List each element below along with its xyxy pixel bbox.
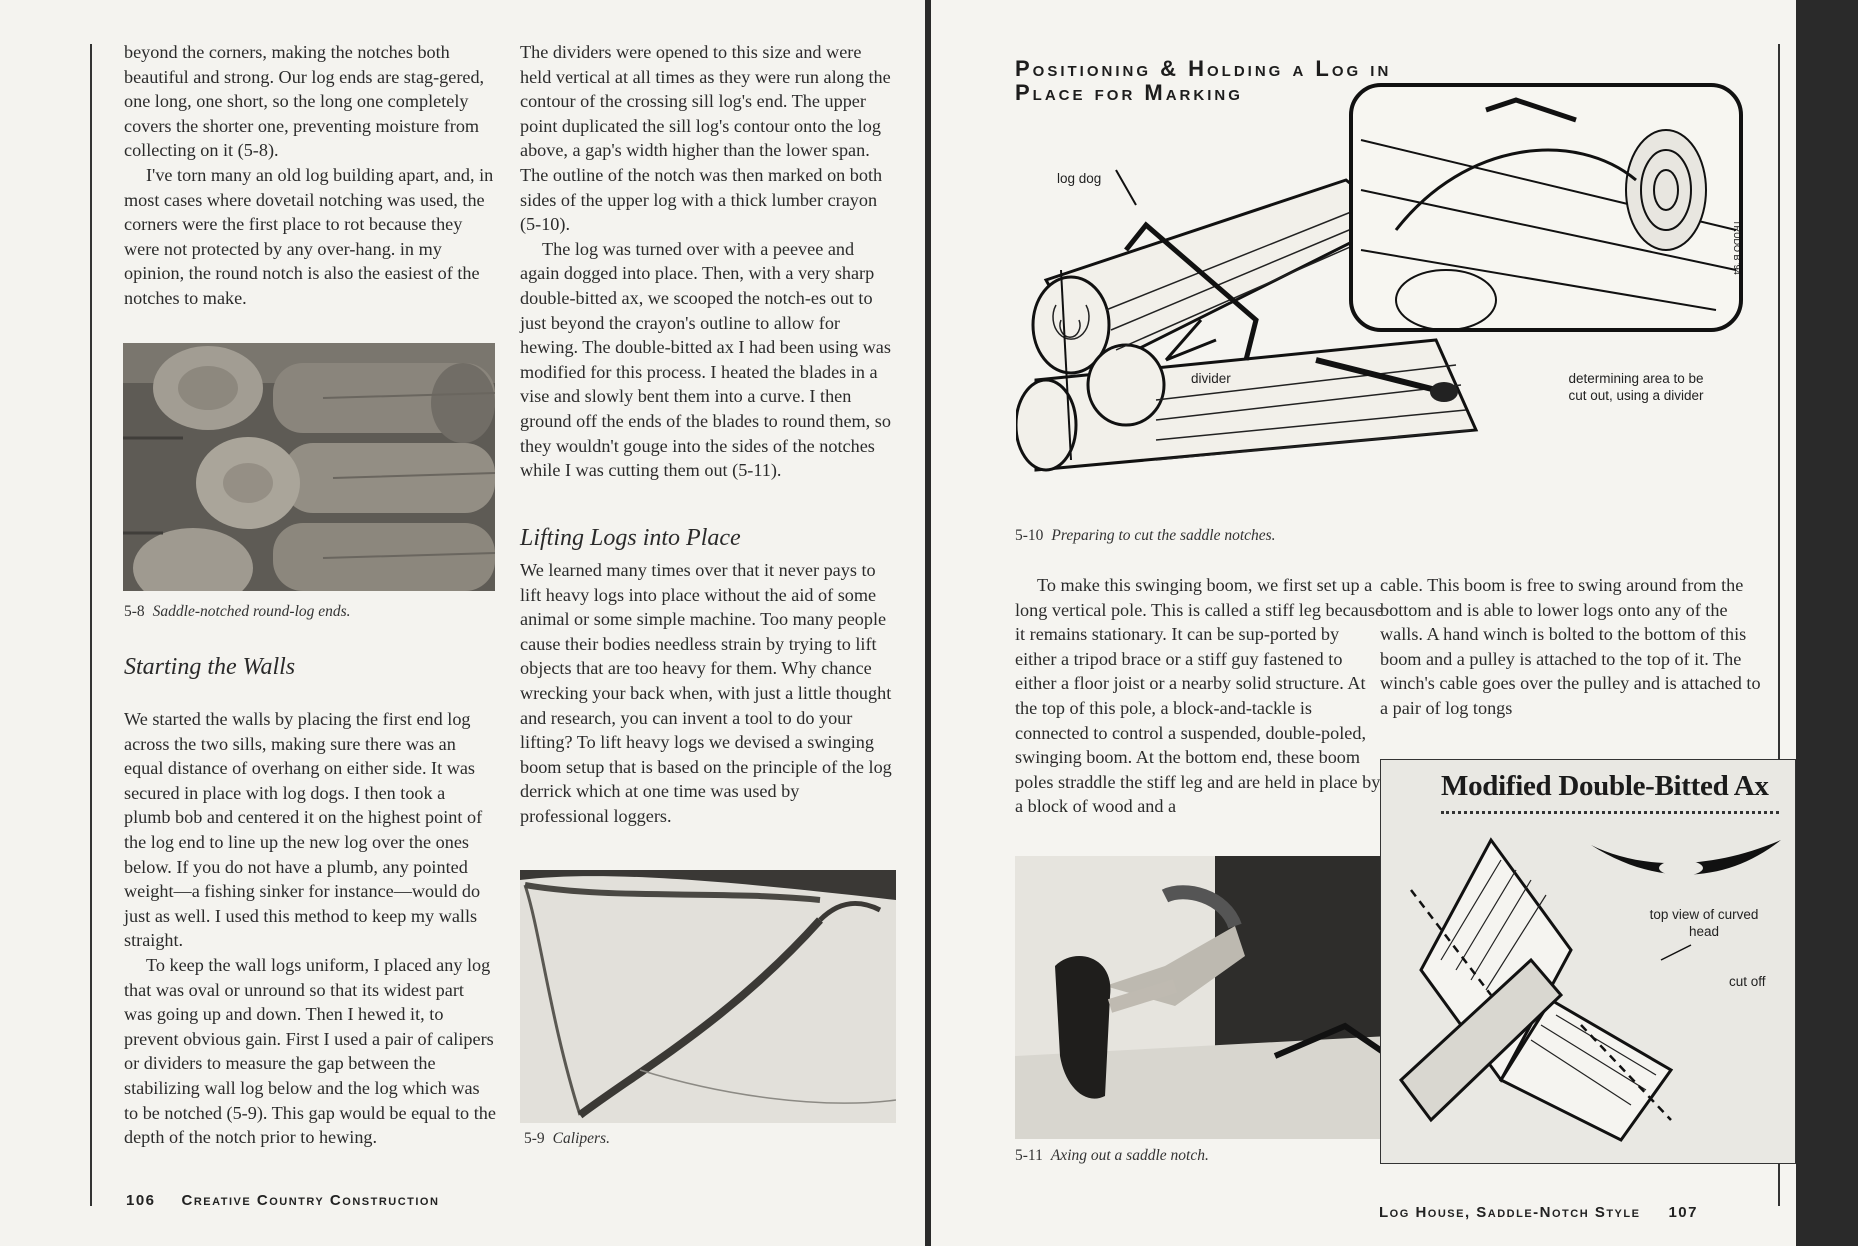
figure-number: 5-8	[124, 603, 145, 620]
label-determining-area: determining area to be cut out, using a divider	[1568, 371, 1704, 403]
photo-saddle-notched-log-ends	[123, 343, 495, 591]
figure-5-8-caption	[124, 603, 351, 621]
page-number: 106	[126, 1192, 156, 1209]
left-page	[0, 0, 925, 1246]
photo-saddle-notched-log-ends-image	[123, 343, 495, 591]
paragraph: To make this swinging boom, we first set up a long vertical pole. This is called a stiff leg because it remains stationary. It can be sup-ported by either a tripod brace or a stiff guy fastened to either a floor joist or a nearby solid structure. At the top of this pole, a block-and-tackle is connected to control a suspended, double-poled, swinging boom. At the bottom end, these boom poles straddle the stiff leg and are held in place by a block of wood and a	[1015, 575, 1384, 817]
paragraph: We started the walls by placing the first end log across the two sills, making sure there was an equal distance of overhang on either side. It was secured in place with log dogs. I then took a plumb bob and centered it on the highest point of the log end to line up the new log over the ones below. If you do not have a plumb, any pointed weight—a fishing sinker for instance—would do just as well. I used this method to keep my walls straight.	[124, 709, 483, 951]
caption-text: Calipers.	[552, 1130, 610, 1147]
ax-drawing	[1381, 820, 1796, 1160]
figure-5-11-caption	[1015, 1147, 1209, 1165]
left-column-2-lower	[520, 558, 892, 829]
figure-number: 5-9	[524, 1130, 545, 1147]
paragraph: beyond the corners, making the notches both beautiful and strong. Our log ends are stag-gered, one long, one short, so the long one completely covers the shorter one, preventing moisture from collecting on it (5-8).	[124, 42, 485, 161]
artist-signature: TRUDO B '94	[1732, 220, 1742, 275]
photo-calipers	[520, 870, 896, 1123]
heading-starting-the-walls: Starting the Walls	[124, 654, 296, 680]
figure-title: Positioning & Holding a Log in Place for Marking	[1015, 56, 1392, 105]
right-page	[931, 0, 1796, 1246]
figure-5-10-caption	[1015, 527, 1276, 545]
photo-axing-saddle-notch	[1015, 856, 1389, 1139]
paragraph: We learned many times over that it never pays to lift heavy logs into place without the aid of some animal or some simple machine. Too many people cause their bodies needless strain by trying to lift objects that are too heavy for them. Why chance wrecking your back when, with just a little thought and research, you can invent a tool to do your lifting? To lift heavy logs we devised a swinging boom setup that is based on the principle of the log derrick which at one time was used by professional loggers.	[520, 560, 892, 826]
photo-axing-saddle-notch-image	[1015, 856, 1389, 1139]
caption-text: Preparing to cut the saddle notches.	[1051, 527, 1276, 544]
label-log-dog: log dog	[1057, 171, 1102, 186]
caption-text: Axing out a saddle notch.	[1050, 1147, 1209, 1164]
paragraph: To keep the wall logs uniform, I placed any log that was oval or unround so that its widest part was going up and down. Then I hewed it, to prevent obvious gain. First I used a pair of calipers or dividers to measure the gap between the stabilizing wall log below and the log which was to be notched (5-9). This gap would be equal to the depth of the notch prior to hewing.	[124, 954, 496, 1148]
label-top-view: top view of curved head	[1649, 907, 1759, 939]
figure-5-9-caption	[524, 1130, 610, 1148]
right-footer	[1379, 1204, 1698, 1221]
left-margin-rule	[90, 44, 92, 1206]
log-dog-pointer	[1116, 170, 1136, 205]
label-cut-off: cut off	[1729, 974, 1766, 989]
cut-off-pointer	[1661, 945, 1691, 960]
left-column-2	[520, 40, 892, 483]
left-footer	[126, 1192, 439, 1209]
left-column-1	[124, 40, 494, 311]
paragraph: cable. This boom is free to swing around from the bottom and is able to lower logs onto any of the walls. A hand winch is bolted to the bottom of this boom and a pulley is attached to the top of it. The winch's cable goes over the pulley and is attached to a pair of log tongs	[1380, 575, 1761, 718]
figure-number: 5-11	[1015, 1147, 1043, 1164]
paragraph: The log was turned over with a peevee and again dogged into place. Then, with a very sharp double-bitted ax, we scooped the notch-es out to just beyond the crayon's outline to allow for hewing. The double-bitted ax I had been using was modified for this process. I heated the blades in a vise and slowly bent them into a curve. I then ground off the ends of the blades to round them, so they wouldn't gouge into the sides of the notches while I was cutting them out (5-11).	[520, 238, 891, 481]
left-column-1-lower	[124, 707, 496, 1150]
peevee-head-icon	[1430, 382, 1458, 402]
dotted-rule	[1441, 811, 1779, 814]
book-title: Creative Country Construction	[181, 1192, 440, 1209]
right-column-2	[1380, 573, 1772, 721]
photo-calipers-image	[520, 870, 896, 1123]
illustration-positioning-log-drawing	[1016, 80, 1756, 500]
page-number: 107	[1668, 1204, 1698, 1221]
sidebar-title: Modified Double-Bitted Ax	[1441, 770, 1769, 802]
chapter-title: Log House, Saddle-Notch Style	[1379, 1204, 1641, 1221]
paragraph: The dividers were opened to this size and were held vertical at all times as they were run along the contour of the crossing sill log's end. The upper point duplicated the sill log's contour onto the log above, a gap's width higher than the lower span. The outline of the notch was then marked on both sides of the upper log with a thick lumber crayon (5-10).	[520, 42, 891, 235]
illustration-positioning-log	[1016, 80, 1756, 500]
figure-number: 5-10	[1015, 527, 1044, 544]
heading-lifting-logs: Lifting Logs into Place	[520, 525, 741, 551]
caption-text: Saddle-notched round-log ends.	[152, 603, 351, 620]
label-divider: divider	[1191, 371, 1231, 386]
sidebar-box-modified-ax	[1380, 759, 1796, 1164]
paragraph: I've torn many an old log building apart, and, in most cases where dovetail notching was used, the corners were the first place to rot because they were not protected by any over-hang. in my opinion, the round notch is also the easiest of the notches to make.	[124, 164, 494, 308]
right-column-1	[1015, 573, 1385, 819]
